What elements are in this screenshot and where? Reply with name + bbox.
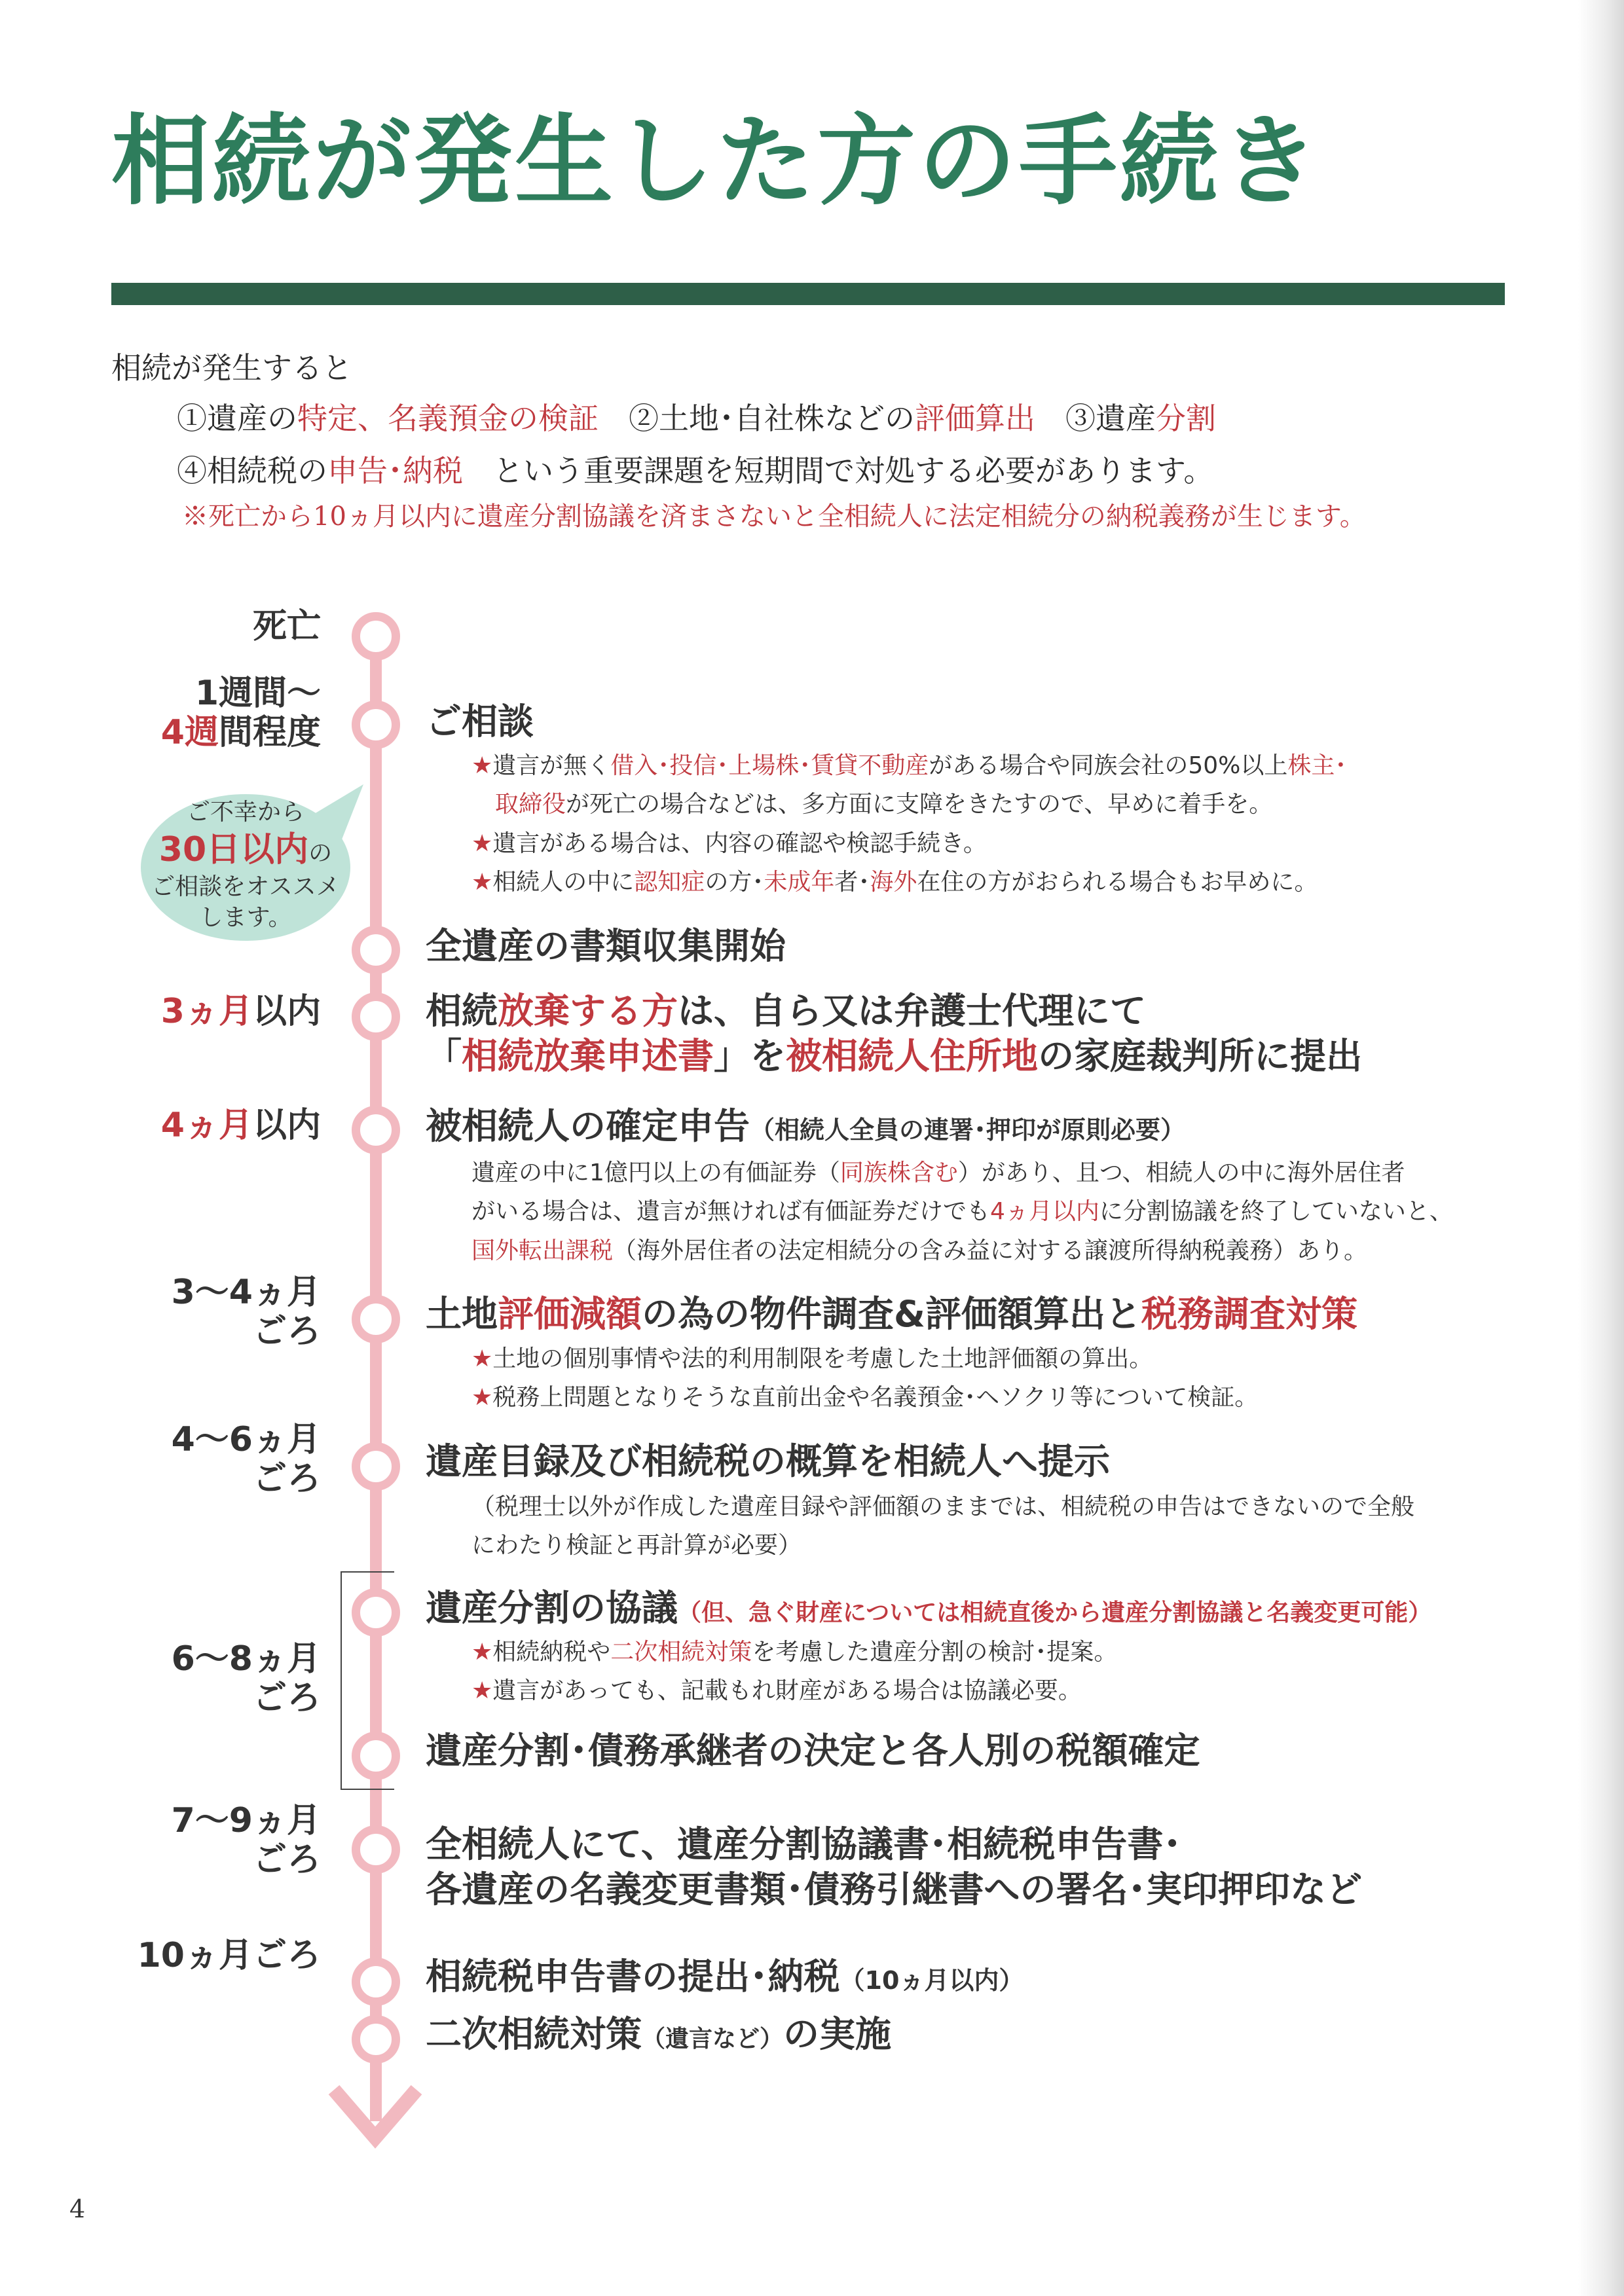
time-label-weeks: 1週間〜 4週間程度 [160,674,321,752]
intro-note: ※死亡から10ヵ月以内に遺産分割協議を済まさないと全相続人に法定相続分の納税義務が生じます。 [182,501,1366,532]
step-inventory-detail: （税理士以外が作成した遺産目録や評価額のままでは、相続税の申告はできないので全般 にわたり検証と再計算が必要） [471,1493,1415,1559]
timeline-arrow-icon [326,2082,424,2154]
time-label-3-4months: 3〜4ヵ月 ごろ [171,1273,321,1351]
step-secondary-heading: 二次相続対策（遺言など）の実施 [426,2013,892,2055]
intro-lead: 相続が発生すると [111,350,352,386]
timeline-node [352,701,400,749]
step-final-return-heading: 被相続人の確定申告（相続人全員の連署･押印が原則必要） [426,1105,1186,1147]
step-division-heading: 遺産分割の協議（但、急ぐ財産については相続直後から遺産分割協議と名義変更可能） [426,1587,1432,1629]
timeline-node [352,1588,400,1637]
step-valuation-heading: 土地評価減額の為の物件調査&評価額算出と税務調査対策 [426,1293,1358,1335]
time-label-7-9months: 7〜9ヵ月 ごろ [171,1801,321,1880]
step-valuation-detail: ★土地の個別事情や法的利用制限を考慮した土地評価額の算出。 ★税務上問題となりそうな直前出金や名義預金･ヘソクリ等について検証。 [471,1345,1259,1412]
step-final-return-detail: 遺産の中に1億円以上の有価証券（同族株含む）があり、且つ、相続人の中に海外居住者 がいる場合は、遺言が無ければ有価証券だけでも4ヵ月以内に分割協議を終了していないと、 国外転出課税（海外居住者の法定相続分の含み益に対する譲渡所得納税義務）あり。 [471,1159,1453,1264]
timeline-node [352,2015,400,2064]
time-label-10months: 10ヵ月ごろ [137,1936,321,1975]
timeline-node [352,993,400,1041]
step-consult-detail: ★遺言が無く借入･投信･上場株･賃貸不動産がある場合や同族会社の50%以上株主･ 取締役が死亡の場合などは、多方面に支障をきたすので、早めに着手を。 ★遺言がある場合は、内容の確認や検認手続き。 ★相続人の中に認知症の方･未成年者･海外在住の方がおられる場合もお早めに。 [471,752,1347,896]
step-consult-heading: ご相談 [426,701,534,742]
page-number: 4 [69,2195,86,2223]
step-renounce-heading: 相続放棄する方は、自ら又は弁護士代理にて 「相続放棄申述書」を被相続人住所地の家庭裁判所に提出 [426,990,1363,1077]
timeline-node [352,612,400,661]
time-label-4months: 4ヵ月以内 [160,1106,321,1145]
timeline-node [352,1958,400,2006]
step-collect-heading: 全遺産の書類収集開始 [426,925,786,967]
timeline-node [352,1732,400,1780]
step-decision-heading: 遺産分割･債務承継者の決定と各人別の税額確定 [426,1730,1200,1772]
timeline-node [352,1442,400,1491]
intro-line-1: ①遺産の特定、名義預金の検証 ②土地･自社株などの評価算出 ③遺産分割 [177,401,1216,436]
timeline-node [352,1295,400,1343]
step-filing-heading: 相続税申告書の提出･納税（10ヵ月以内） [426,1956,1024,1997]
page-edge-shadow [1578,0,1624,2296]
timeline-node [352,1106,400,1154]
timeline-node [352,1825,400,1874]
time-label-4-6months: 4〜6ヵ月 ごろ [171,1420,321,1499]
time-label-death: 死亡 [252,607,321,646]
step-division-detail: ★相続納税や二次相続対策を考慮した遺産分割の検討･提案。 ★遺言があっても、記載もれ財産がある場合は協議必要。 [471,1639,1118,1705]
time-label-6-8months: 6〜8ヵ月 ごろ [171,1639,321,1718]
bubble-text: ご不幸から 30日以内の ご相談をオススメ します。 [151,799,340,932]
step-inventory-heading: 遺産目録及び相続税の概算を相続人へ提示 [426,1440,1111,1482]
title-underline-bar [111,283,1505,305]
step-signing-heading: 全相続人にて、遺産分割協議書･相続税申告書･ 各遺産の名義変更書類･債務引継書への署名･実印押印など [426,1823,1363,1910]
intro-line-2: ④相続税の申告･納税 という重要課題を短期間で対処する必要があります。 [177,453,1214,488]
time-label-3months: 3ヵ月以内 [160,992,321,1031]
page-title: 相続が発生した方の手続き [111,105,1322,219]
